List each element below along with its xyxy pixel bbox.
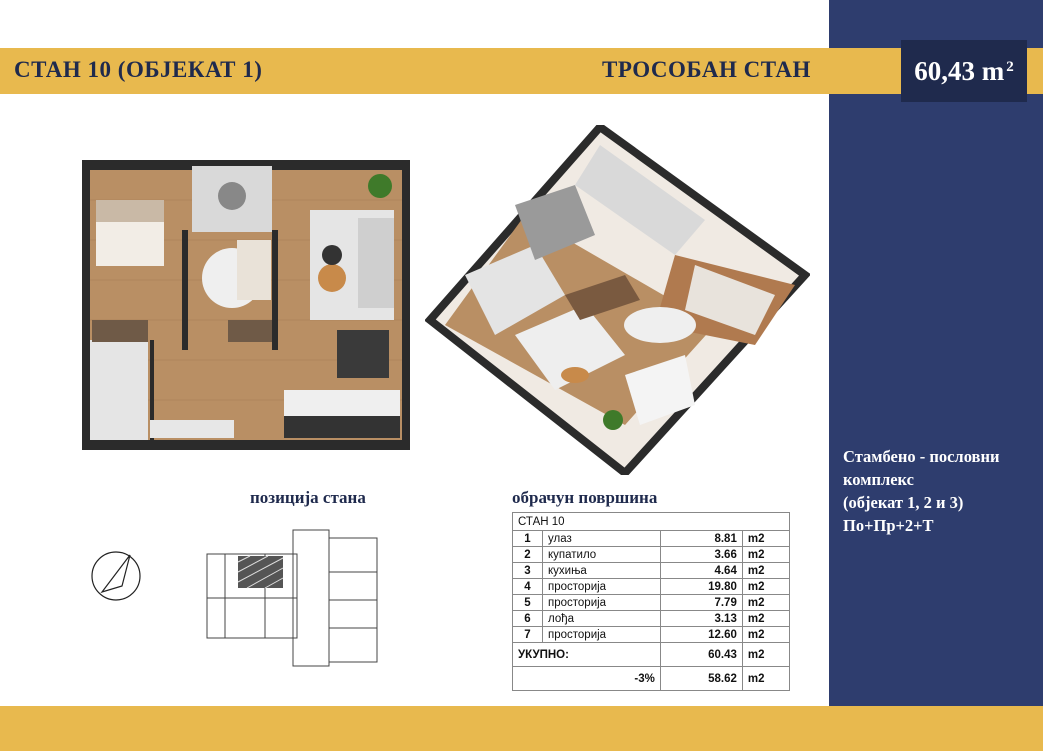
total-unit: m2 [742, 643, 789, 667]
reduction-unit: m2 [742, 667, 789, 691]
room-name: купатило [543, 547, 661, 563]
table-row [513, 611, 790, 627]
row-number: 3 [513, 563, 543, 579]
table-row [513, 547, 790, 563]
complex-line-1: Стамбено - пословни [843, 447, 1000, 466]
room-name: кухиња [543, 563, 661, 579]
complex-line-4: По+Пр+2+Т [843, 516, 934, 535]
complex-line-2: комплекс [843, 470, 914, 489]
room-unit: m2 [742, 579, 789, 595]
site-position-plan [205, 528, 380, 668]
row-number: 5 [513, 595, 543, 611]
reduction-value: 58.62 [660, 667, 742, 691]
row-number: 1 [513, 531, 543, 547]
row-number: 4 [513, 579, 543, 595]
total-label: УКУПНО: [513, 643, 661, 667]
total-value: 60.43 [660, 643, 742, 667]
room-unit: m2 [742, 595, 789, 611]
apartment-label: СТАН 10 (ОБЈЕКАТ 1) [14, 57, 263, 82]
room-area: 7.79 [660, 595, 742, 611]
table-row [513, 531, 790, 547]
room-name: лођа [543, 611, 661, 627]
row-number: 6 [513, 611, 543, 627]
room-area: 3.66 [660, 547, 742, 563]
area-value: 60,43 m [914, 55, 1005, 86]
complex-description [843, 445, 999, 537]
table-header: СТАН 10 [513, 513, 790, 531]
room-unit: m2 [742, 627, 789, 643]
room-name: просторија [543, 579, 661, 595]
room-unit: m2 [742, 531, 789, 547]
position-title: позиција стана [250, 488, 366, 507]
room-unit: m2 [742, 547, 789, 563]
reduction-label: -3% [513, 667, 661, 691]
reduction-row [513, 667, 790, 691]
area-superscript: 2 [1006, 58, 1014, 75]
floor-plan-3d [425, 125, 810, 475]
table-row [513, 595, 790, 611]
floor-plan-2d [82, 160, 410, 450]
area-badge [901, 40, 1027, 102]
total-row [513, 643, 790, 667]
right-side-panel [829, 0, 1043, 751]
room-area: 4.64 [660, 563, 742, 579]
room-area: 8.81 [660, 531, 742, 547]
room-name: улаз [543, 531, 661, 547]
row-number: 7 [513, 627, 543, 643]
area-calc-title: обрачун површина [512, 488, 658, 507]
room-area: 12.60 [660, 627, 742, 643]
row-number: 2 [513, 547, 543, 563]
room-unit: m2 [742, 563, 789, 579]
complex-line-3: (објекат 1, 2 и 3) [843, 493, 964, 512]
room-unit: m2 [742, 611, 789, 627]
room-name: просторија [543, 595, 661, 611]
north-arrow-icon [90, 550, 142, 602]
apartment-type-label: ТРОСОБАН СТАН [602, 57, 811, 82]
table-row [513, 579, 790, 595]
table-row [513, 627, 790, 643]
area-table [512, 512, 790, 691]
table-row [513, 563, 790, 579]
room-name: просторија [543, 627, 661, 643]
room-area: 3.13 [660, 611, 742, 627]
room-area: 19.80 [660, 579, 742, 595]
footer-band [0, 706, 1043, 751]
